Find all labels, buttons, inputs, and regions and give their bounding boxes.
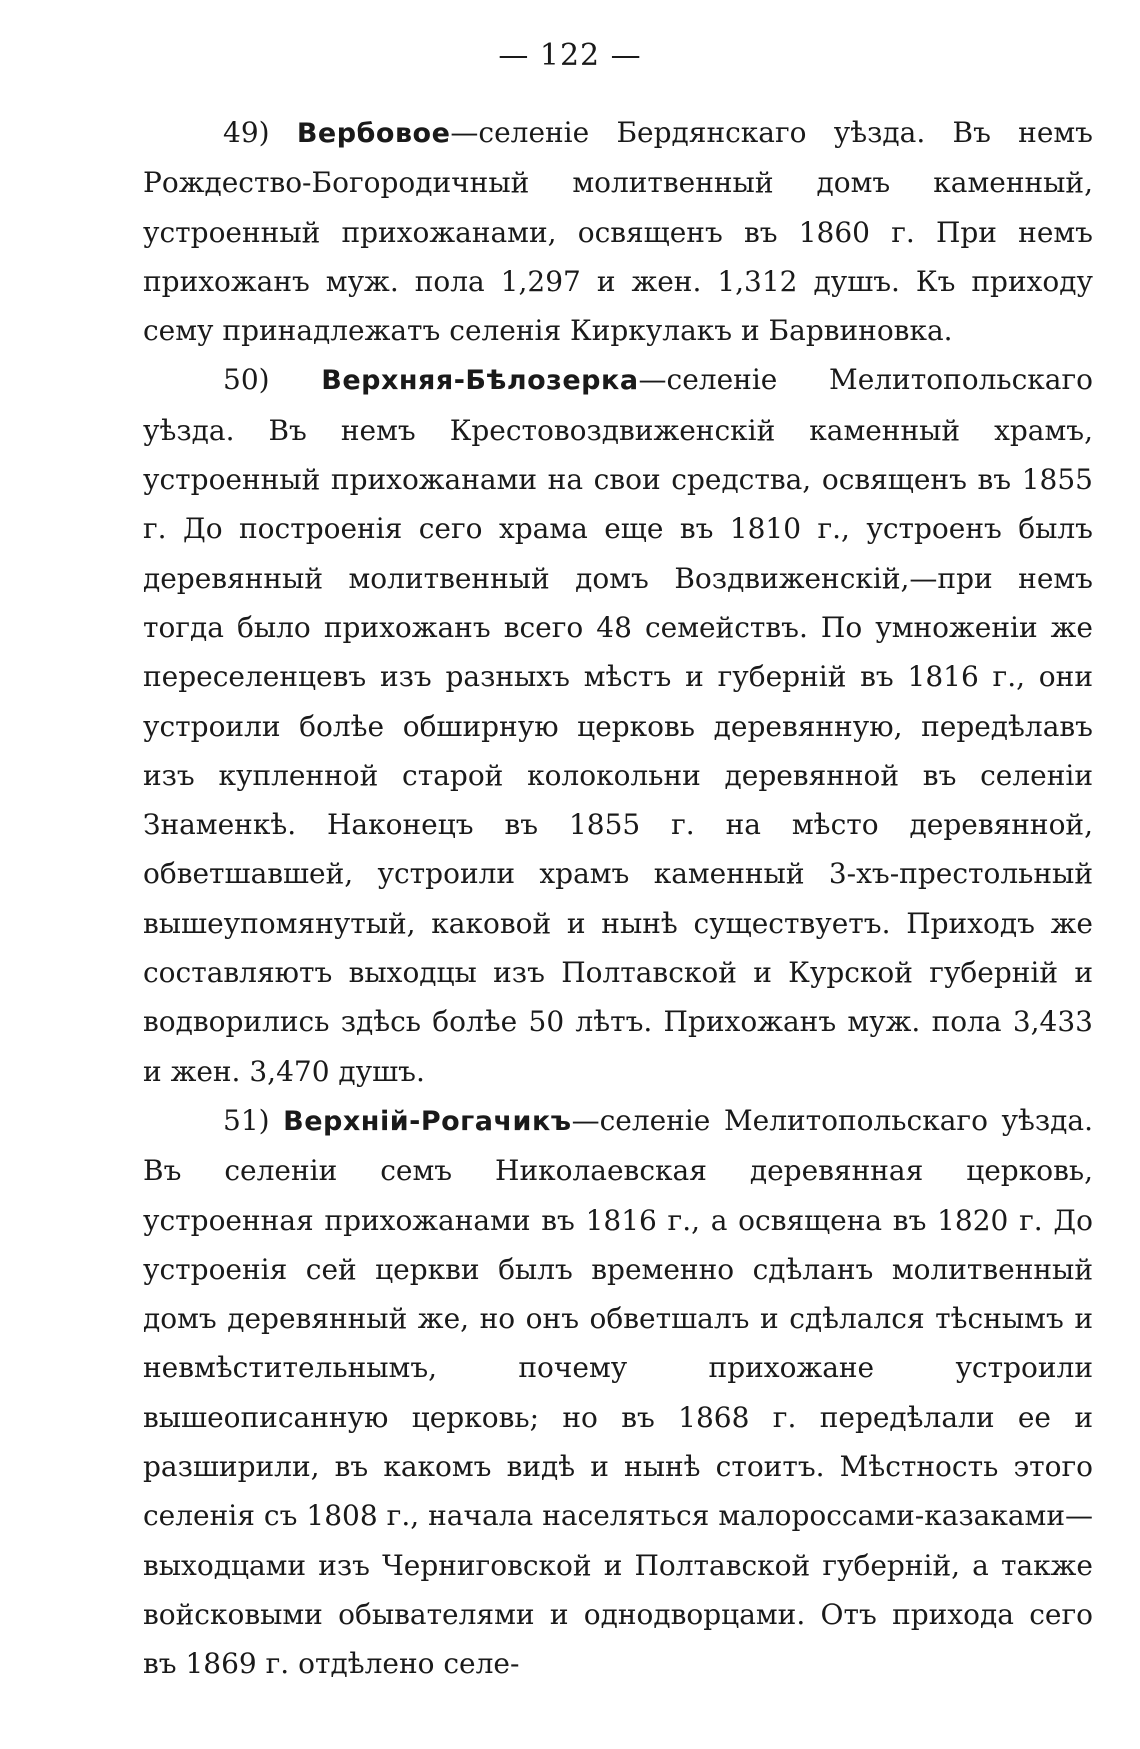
entry-text: —селеніе Бердянскаго уѣзда. Въ немъ Рождество-Богородичный молитвенный домъ каменный, устроенный прихожанами, освященъ въ 1860 г. При немъ прихожанъ муж. пола 1,297 и жен. 1,312 душъ. Къ приходу сему принадлежатъ селенія Киркулакъ и Барвиновка. (143, 116, 1094, 348)
entry-text: —селеніе Мелитопольскаго уѣзда. Въ селеніи семъ Николаевская деревянная церковь, устроенная прихожанами въ 1816 г., а освящена въ 1820 г. До устроенія сей церкви былъ временно сдѣланъ молитвенный домъ деревянный же, но онъ обветшалъ и сдѣлался тѣснымъ и невмѣстительнымъ, почему прихожане устроили вышеописанную церковь; но въ 1868 г. передѣлали ее и разширили, въ какомъ видѣ и нынѣ стоитъ. Мѣстность этого селенія съ 1808 г., начала населяться малороссами-казаками—выходцами изъ Черниговской и Полтавской губерній, а также войсковыми обывателями и однодворцами. Отъ прихода сего въ 1869 г. отдѣлено селе- (143, 1103, 1094, 1681)
page-number: — 122 — (498, 38, 642, 73)
entry-50 (143, 355, 1093, 1095)
entry-number: 51) (223, 1103, 284, 1137)
entry-number: 50) (223, 363, 322, 397)
entry-49 (143, 108, 1093, 355)
entry-name: Верхняя-Бѣлозерка (321, 365, 639, 397)
page-text (143, 108, 1093, 1689)
entry-number: 49) (223, 116, 297, 149)
entry-51 (143, 1096, 1093, 1689)
entry-name: Вербовое (296, 118, 451, 149)
entry-name: Верхній-Рогачикъ (283, 1105, 572, 1137)
entry-text: —селеніе Мелитопольскаго уѣзда. Въ немъ Крестовоздвиженскій каменный храмъ, устроенный прихожанами на свои средства, освященъ въ 1855 г. До построенія сего храма еще въ 1810 г., устроенъ былъ деревянный молитвенный домъ Воздвиженскій,—при немъ тогда было прихожанъ всего 48 семействъ. По умноженіи же переселенцевъ изъ разныхъ мѣстъ и губерній въ 1816 г., они устроили болѣе обширную церковь деревянную, передѣлавъ изъ купленной старой колокольни деревянной въ селеніи Знаменкѣ. Наконецъ въ 1855 г. на мѣсто деревянной, обветшавшей, устроили храмъ каменный 3-хъ-престольный вышеупомянутый, каковой и нынѣ существуетъ. Приходъ же составляютъ выходцы изъ Полтавской и Курской губерній и водворились здѣсь болѣе 50 лѣтъ. Прихожанъ муж. пола 3,433 и жен. 3,470 душъ. (143, 363, 1094, 1088)
